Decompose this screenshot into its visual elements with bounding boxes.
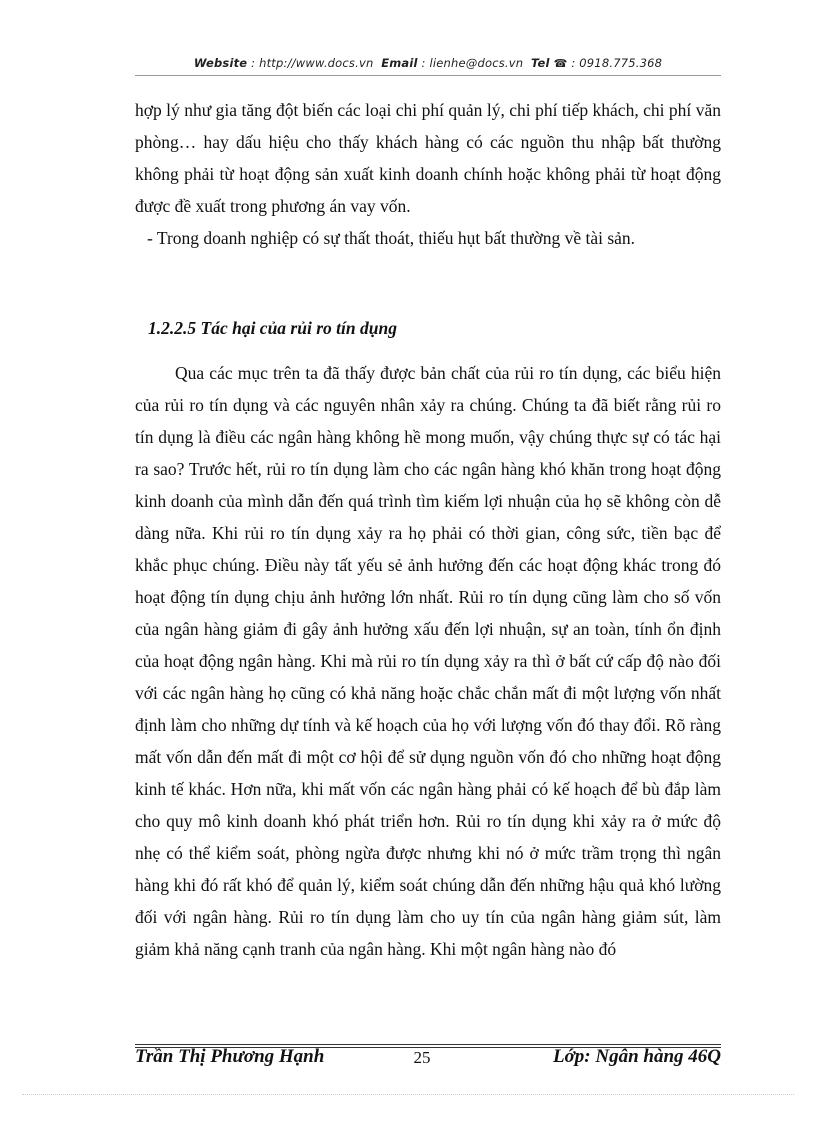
tel-value: : 0918.775.368 bbox=[571, 56, 663, 70]
footer-divider-top bbox=[135, 1044, 721, 1045]
page-number: 25 bbox=[413, 1048, 431, 1067]
main-paragraph: Qua các mục trên ta đã thấy được bản chất của rủi ro tín dụng, các biểu hiện của rủi ro tín dụng và các nguyên nhân xảy ra chúng. Chúng ta đã biết rằng rủi ro tín dụng là điều các ngân hàng không hề mong muốn, vậy chúng thực sự có tác hại ra sao? Trước hết, rủi ro tín dụng làm cho các ngân hàng khó khăn trong hoạt động kinh doanh của mình dẫn đến quá trình tìm kiếm lợi nhuận của họ sẽ không còn dễ dàng nữa. Khi rủi ro tín dụng xảy ra họ phải có thời gian, công sức, tiền bạc để khắc phục chúng. Điều này tất yếu sẻ ảnh hưởng đến các hoạt động khác trong đó hoạt động tín dụng chịu ảnh hưởng lớn nhất. Rủi ro tín dụng cũng làm cho số vốn của ngân hàng giảm đi gây ảnh hưởng xấu đến lợi nhuận, sự an toàn, tính ổn định của hoạt động ngân hàng. Khi mà rủi ro tín dụng xảy ra thì ở bất cứ cấp độ nào đối với các ngân hàng họ cũng có khả năng hoặc chắc chắn mất đi một lượng vốn nhất định làm cho những dự tính và kế hoạch của họ với lượng vốn đó thay đổi. Rõ ràng mất vốn dẫn đến mất đi một cơ hội để sử dụng nguồn vốn đó cho những hoạt động kinh tế khác. Hơn nữa, khi mất vốn các ngân hàng phải có kế hoạch để bù đắp làm cho quy mô kinh doanh khó phát triển hơn. Rủi ro tín dụng khi xảy ra ở mức độ nhẹ có thể kiểm soát, phòng ngừa được nhưng khi nó ở mức trầm trọng thì ngân hàng khi đó rất khó để quản lý, kiểm soát chúng dẫn đến những hậu quả khó lường đối với ngân hàng. Rủi ro tín dụng làm cho uy tín của ngân hàng giảm sút, làm giảm khả năng cạnh tranh của ngân hàng. Khi một ngân hàng nào đó bbox=[135, 363, 721, 959]
page-footer bbox=[135, 1046, 721, 1076]
phone-icon: ☎ bbox=[553, 57, 568, 70]
website-label: Website bbox=[193, 56, 248, 70]
email-label: Email bbox=[381, 56, 418, 70]
main-text-block bbox=[135, 357, 721, 965]
footer-author: Trần Thị Phương Hạnh bbox=[135, 1046, 325, 1067]
email-value[interactable]: : lienhe@docs.vn bbox=[421, 56, 524, 70]
page-edge-dotted-line bbox=[22, 1094, 794, 1095]
footer-class: Lớp: Ngân hàng 46Q bbox=[552, 1046, 721, 1067]
page-header bbox=[135, 56, 721, 70]
tel-label: Tel bbox=[531, 56, 550, 70]
top-paragraph: hợp lý như gia tăng đột biến các loại chi phí quản lý, chi phí tiếp khách, chi phí văn phòng… hay dấu hiệu cho thấy khách hàng có các nguồn thu nhập bất thường không phải từ hoạt động sản xuất kinh doanh chính hoặc không phải từ hoạt động được đề xuất trong phương án vay vốn. bbox=[135, 100, 721, 216]
website-url[interactable]: : http://www.docs.vn bbox=[251, 56, 374, 70]
section-heading: 1.2.2.5 Tác hại của rủi ro tín dụng bbox=[148, 318, 397, 338]
dash-item: - Trong doanh nghiệp có sự thất thoát, thiếu hụt bất thường về tài sản. bbox=[147, 228, 636, 248]
header-divider bbox=[135, 75, 721, 76]
top-text-block bbox=[135, 94, 721, 254]
